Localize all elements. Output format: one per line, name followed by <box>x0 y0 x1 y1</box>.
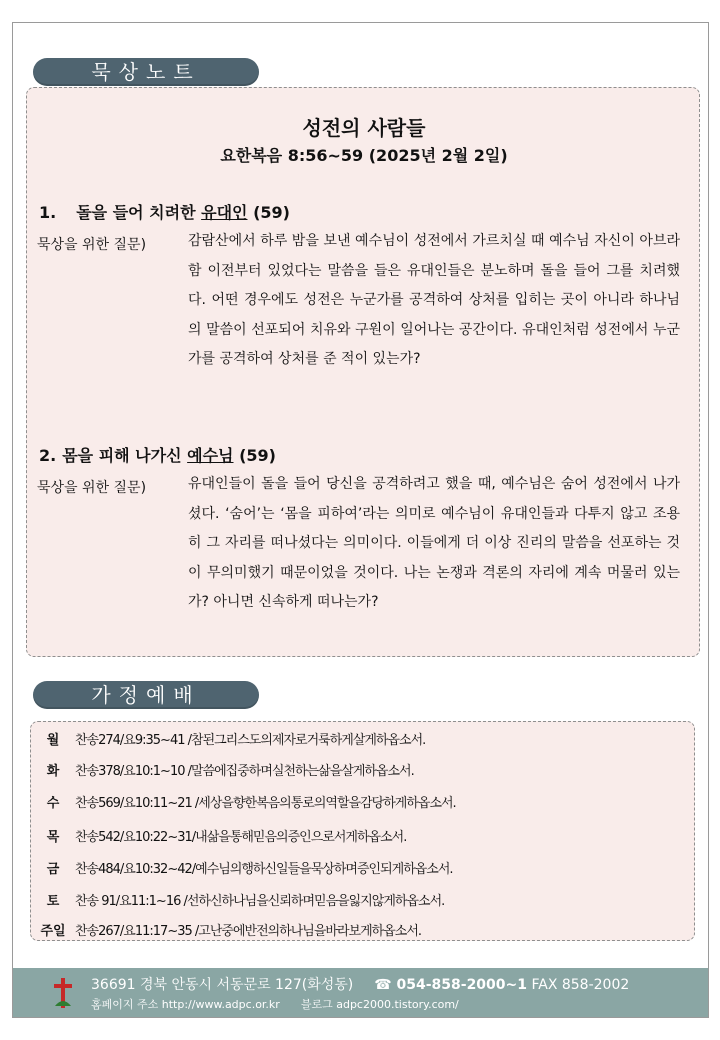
section-1-subject: 유대인 <box>201 203 248 222</box>
footer-blog-label: 블로그 <box>300 998 333 1011</box>
worship-text: 찬송267/요11:17~35 /고난중에반전의하나님을바라보게하옵소서. <box>75 924 422 939</box>
section-1-verse: (59) <box>247 203 290 222</box>
section-2-subject: 예수님 <box>187 446 234 465</box>
footer-fax: FAX 858-2002 <box>531 977 630 993</box>
worship-day: 주일 <box>40 924 66 939</box>
page-title: 성전의 사람들 <box>302 116 426 140</box>
footer-blog-link[interactable]: adpc2000.tistory.com/ <box>336 998 459 1011</box>
church-logo-icon <box>51 976 75 1010</box>
worship-day: 화 <box>46 764 60 779</box>
footer-address: 36691 경북 안동시 서동문로 127(화성동) <box>91 977 354 993</box>
scripture-reference: 요한복음 8:56~59 (2025년 2월 2일) <box>220 146 508 165</box>
section-2-title: 몸을 피해 나가신 <box>62 446 188 465</box>
section-2-question-text: 유대인들이 돌을 들어 당신을 공격하려고 했을 때, 예수님은 숨어 성전에서 나가셨다. ‘숨어’는 ‘몸을 피하여’라는 의미로 예수님이 유대인들과 다투지 않고 조용히 그 자리를 떠나셨다는 의미이다. 이들에게 더 이상 진리의 말씀을 선포하는 것이 무의미했기 때문이었을 것이다. 나는 논쟁과 격론의 자리에 계속 머물러 있는가? 아니면 신속하게 떠나는가? <box>188 476 680 611</box>
family-worship-box <box>30 721 695 941</box>
footer <box>13 968 708 1017</box>
worship-text: 찬송542/요10:22~31/내삶을통해믿음의증인으로서게하옵소서. <box>75 830 407 845</box>
footer-homepage-label: 홈페이지 주소 <box>91 998 159 1011</box>
worship-text: 찬송378/요10:1~10 /말씀에집중하며실천하는삶을살게하옵소서. <box>75 764 414 779</box>
section-2-question-label: 묵상을 위한 질문) <box>37 480 147 496</box>
worship-day: 금 <box>46 862 60 877</box>
footer-contact-line <box>91 974 629 994</box>
section-1-title: 돌을 들어 치려한 <box>76 203 202 222</box>
section-1-heading <box>39 200 290 223</box>
footer-web-line <box>91 996 459 1012</box>
worship-text: 찬송569/요10:11~21 /세상을향한복음의통로의역할을감당하게하옵소서. <box>75 796 456 811</box>
worship-text: 찬송 91/요11:1~16 /선하신하나님을신뢰하며믿음을잃지않게하옵소서. <box>75 894 445 909</box>
worship-day: 월 <box>46 733 60 748</box>
meditation-heading: 묵상노트 <box>33 58 259 86</box>
worship-text: 찬송484/요10:32~42/예수님의행하신일들을묵상하며증인되게하옵소서. <box>75 862 453 877</box>
footer-homepage-link[interactable]: http://www.adpc.or.kr <box>161 998 280 1011</box>
section-2-number: 2. <box>39 446 57 465</box>
meditation-box <box>26 87 700 657</box>
worship-day: 토 <box>46 894 60 909</box>
worship-day: 목 <box>46 830 60 845</box>
family-worship-heading: 가정예배 <box>33 681 259 709</box>
worship-day: 수 <box>46 796 60 811</box>
worship-text: 찬송274/요9:35~41 /참된그리스도의제자로거룩하게살게하옵소서. <box>75 733 426 748</box>
footer-phone: ☎ 054-858-2000~1 <box>374 977 528 993</box>
section-2-verse: (59) <box>233 446 276 465</box>
section-2-heading <box>39 443 276 466</box>
section-1-question-label: 묵상을 위한 질문) <box>37 237 147 253</box>
section-1-question-text: 감람산에서 하루 밤을 보낸 예수님이 성전에서 가르치실 때 예수님 자신이 아브라함 이전부터 있었다는 말씀을 들은 유대인들은 분노하며 돌을 들어 그를 치려했다. 어떤 경우에도 성전은 누군가를 공격하여 상처를 입히는 곳이 아니라 하나님의 말씀이 선포되어 치유와 구원이 일어나는 공간이다. 유대인처럼 성전에서 누군가를 공격하여 상처를 준 적이 있는가? <box>188 233 680 368</box>
section-1-number: 1. <box>39 203 57 222</box>
